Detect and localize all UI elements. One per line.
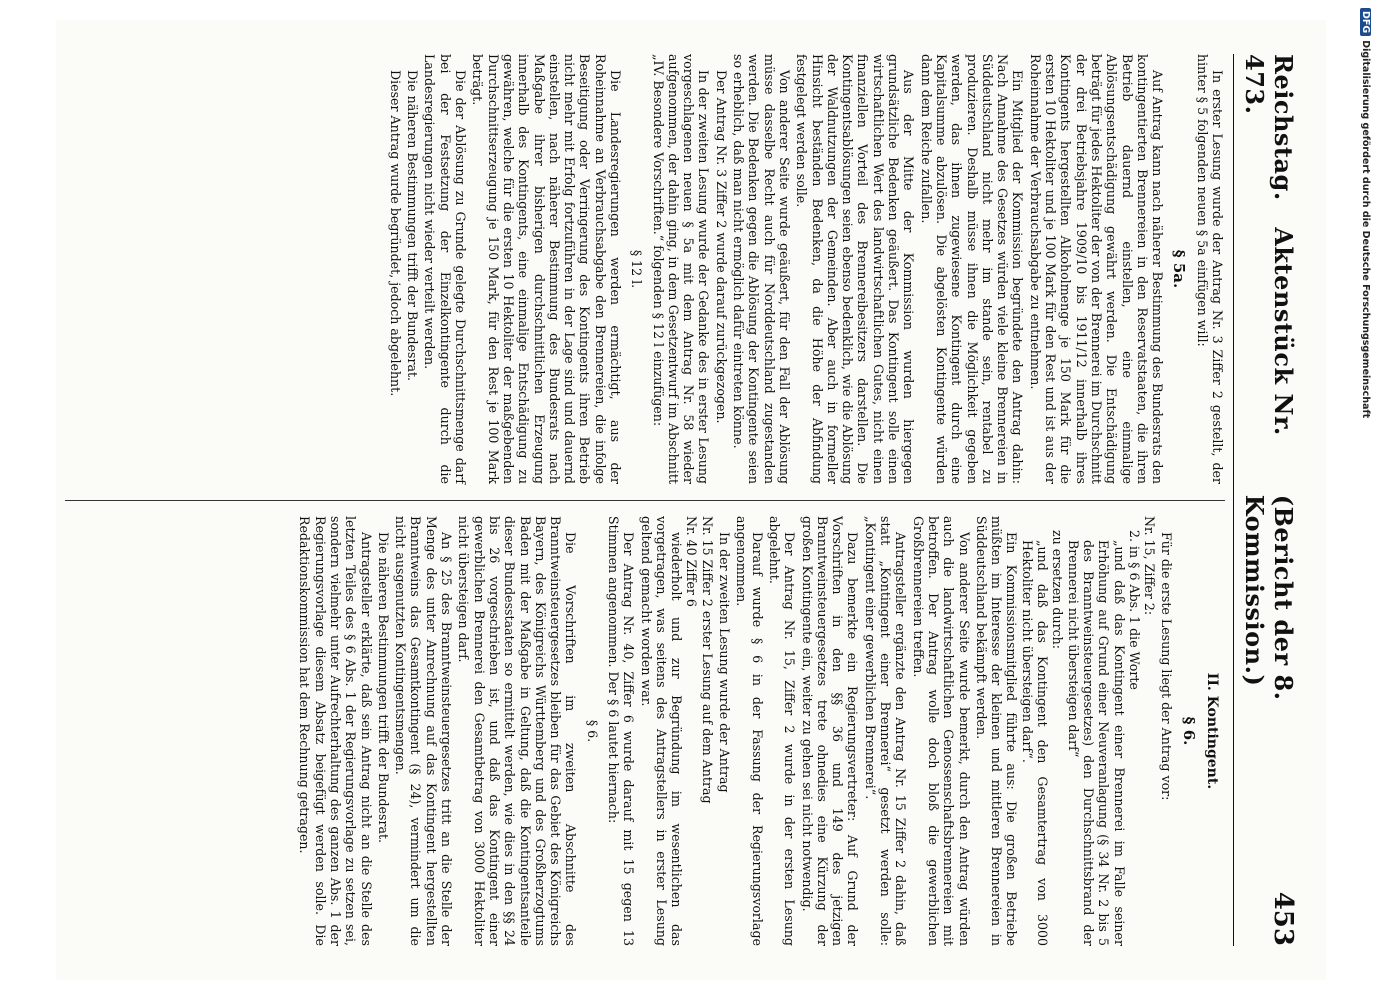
antrag-40-label: Nr. 40 Ziffer 6 [684,516,700,607]
left-paragraph-7: Die der Ablösung zu Grunde gelegte Durchschnittsmenge darf bei der Festsetzung der Einzelkontingente durch die Landesregierungen nicht wieder verteilt werden. [422,54,469,484]
right-paragraph-11: An § 25 des Branntweinsteuergesetzes tritt an die Stelle der Menge des unter Anrechnung auf das Kontingent hergestellten Branntweins das Gesamtkontingent (§ 24), vermindert um die nicht ausgenutzten Kontingentsmengen. [393,516,455,946]
header-left [1240,54,1298,495]
left-paragraph-3: Von anderer Seite wurde geäußert, für den Fall der Ablösung müsse dasselbe Recht auch für Norddeutschland zugestanden werden. Die Bedenken gegen die Ablösung der Kontingente seien so erheblich, daß man nicht ermöglich dafür eintreten könne. [731,54,792,484]
right-paragraph-13: Antragsteller erklärte, daß sein Antrag nicht an die Stelle des letzten Teiles des § 6 Abs. 1 der Regierungsvorlage zu setzen sei, sondern vielmehr unter Aufrechterhaltung des ganzen Abs. 1 der Regierungsvorlage diesem Absatz beigefügt werden solle. Die Redaktionskommission hat dem Rechnung getragen. [297,516,374,946]
paragraph-12l-heading: § 12 l. [629,249,645,289]
right-paragraph-8: wiederholt und zur Begründung im wesentlichen das vorgetragen, was seitens des Antragstellers in erster Lesung geltend gemacht worden war. [638,516,685,946]
paragraph-5a-text: Auf Antrag kann nach näherer Bestimmung des Bundesrats den kontingentierten Brennereien in den Reservatstaaten, die ihren Betrieb dauernd einstellen, eine einmalige Ablösungsentschädigung gewährt werden. Die Entschädigung beträgt für jedes Hektoliter der von der Brennerei im Durchschnitt der drei Betriebsjahre 1909/10 bis 1911/12 innerhalb ihres Kontingents hergestellten Alkoholmenge je 150 Mark für die ersten 10 Hektoliter und je 100 Mark für den Rest und ist aus der Roheinnahme der Verbrauchsabgabe zu entnehmen. [1027,54,1166,484]
header-commission: (Bericht der 8. Kommission.) [1240,494,1298,701]
paragraph-5a-heading: § 5a. [1170,249,1189,289]
column-divider [65,500,1225,501]
right-paragraph-3: Antragsteller ergänzte den Antrag Nr. 15 Ziffer 2 dahin, daß statt „Kontingent einer Brennerei“ gesetzt werden solle: „Kontingent einer gewerblichen Brennerei“. [862,516,909,946]
antrag-15-label: Nr. 15, Ziffer 2: [1142,516,1158,616]
left-paragraph-2: Aus der Mitte der Kommission wurden hiergegen grundsätzliche Bedenken geäußert. Das Kontingent solle einen wirtschaftlichen Wert des landwirtschaftlichen Gutes, nicht einen finanziellen Vorteil des Brennereibesitzers darstellen. Die Kontingentsablösungen seien ebenso bedenklich, wie die Ablösung der Waldnutzungen der Gemeinden. Aber auch in formeller Hinsicht beständen Bedenken, da die Höhe der Abfindung festgelegt werden solle. [794,54,917,484]
dfg-watermark [1362,8,1380,448]
page-number: 453 [1268,891,1298,946]
left-paragraph-1: Ein Mitglied der Kommission begründete den Antrag dahin: Nach Annahme des Gesetzes würden viele kleine Brennereien in Süddeutschland nicht mehr im stande sein, rentabel zu produzieren. Deshalb müsse ihnen die Möglichkeit gegeben werden, das ihnen zugewiesene Kontingent durch eine Kapitalsumme abzulösen. Die abgelösten Kontingente würden dann dem Reiche zufallen. [918,54,1026,484]
left-paragraph-6: Die Landesregierungen werden ermächtigt, aus der Roheinnahme an Verbrauchsabgabe den Brennereien, die infolge Beseitigung oder Verringerung des Kontingents ihren Betrieb nicht mehr mit Erfolg fortzuführen in der Lage sind und dauernd einstellen, nach näherer Bestimmung des Bundesrats nach Maßgabe ihrer bisherigen durchschnittlichen Erzeugung innerhalb des Kontingents, eine einmalige Entschädigung zu gewähren, welche für die ersten 10 Hektoliter der maßgebenden Durchschnittserzeugung je 150 Mark, für den Rest je 100 Mark beträgt. [470,54,624,484]
dfg-watermark-text-wrap [1360,8,1371,418]
right-paragraph-6: Darauf wurde § 6 in der Fassung der Regierungsvorlage angenommen. [734,516,765,946]
left-paragraph-5: In der zweiten Lesung wurde der Gedanke des in erster Lesung vorgeschlagenen neuen § 5a mit dem Antrag Nr. 58 wieder aufgenommen, der dahin ging, in dem Gesetzentwurf im Abschnitt „IV. Besondere Vorschriften.“ folgenden § 12 l einzufügen: [650,54,712,484]
page-header [1233,54,1298,946]
dfg-credit-text: Digitalisierung gefördert durch die Deutsche Forschungsgemeinschaft [1360,40,1371,419]
header-reichstag: Reichstag. [1269,54,1298,201]
left-paragraph-4: Der Antrag Nr. 3 Ziffer 2 wurde darauf zurückgezogen. [713,70,729,424]
two-column-body [65,54,1225,946]
antrag-15-sub: 2. in § 6 Abs. 1 die Worte [1126,530,1142,690]
quote-original-wording: „und daß das Kontingent einer Brennerei im Falle seiner Erhöhung auf Grund einer Neuveranlagung (§ 34 Nr. 2 bis 5 des Branntweinsteuergesetzes) den Durchschnittsbrand der Brennerei nicht übersteigen darf“ [1065,540,1127,946]
right-paragraph-2: Von anderer Seite wurde bemerkt, durch den Antrag würden auch die landwirtschaftlichen Genossenschaftsbrennereien mit betroffen. Der Antrag wolle doch bloß die gewerblichen Großbrennereien treffen. [910,516,972,946]
right-column [65,500,1225,946]
paragraph-6-heading: § 6. [1179,716,1198,746]
document-page [56,20,1326,980]
replace-instruction: zu ersetzen durch: [1050,530,1066,650]
left-paragraph-8: Die näheren Bestimmungen trifft der Bundesrat. [405,70,421,382]
right-paragraph-5: Der Antrag Nr. 15, Ziffer 2 wurde in der ersten Lesung abgelehnt. [766,516,798,946]
left-intro: In erster Lesung wurde der Antrag Nr. 3 Ziffer 2 gestellt, der hinter § 5 folgenden neuen § 5a einfügen will: [1194,54,1225,484]
dfg-logo: DFG [1360,8,1371,36]
antrag-15b-label: Nr. 15 Ziffer 2 erster Lesung auf dem Antrag [699,516,715,804]
right-paragraph-1: Ein Kommissionsmitglied führte aus: Die großen Betriebe müßten im Interesse der kleinen und mittleren Brennereien in Süddeutschland bekämpft werden. [973,516,1020,946]
section-heading-kontingent: II. Kontingent. [1204,672,1220,790]
header-aktenstueck: Aktenstück Nr. 473. [1240,54,1298,436]
quote-new-wording: „und daß das Kontingent den Gesamtertrag von 3000 Hektoliter nicht übersteigen darf“. [1019,540,1051,946]
right-paragraph-10: Die Vorschriften im zweiten Abschnitte des Branntweinsteuergesetzes bleiben für das Gebiet des Königreichs Bayern, des Königreichs Württemberg und des Großherzogtums Baden mit der Maßgabe in Geltung, daß die Kontingentsanteile dieser Bundesstaaten so ermittelt werden, wie dies in den §§ 24 bis 26 vorgeschrieben ist, und daß das Kontingent einer gewerblichen Brennerei den Gesamtbetrag von 3000 Hektoliter nicht übersteigen darf. [456,516,579,946]
right-paragraph-7: In der zweiten Lesung wurde der Antrag [717,532,733,793]
right-paragraph-12: Die näheren Bestimmungen trifft der Bundesrat. [375,532,391,844]
paragraph-6-final-heading: § 6. [584,719,600,743]
right-paragraph-4: Dazu bemerkte ein Regierungsvertreter: Auf Grund der Vorschriften in den §§ 36 und 149 des jetzigen Branntweinsteuergesetzes trete ohnedies eine Kürzung der großen Kontingente ein, weiter zu gehen sei nicht notwendig. [799,516,861,946]
right-paragraph-9: Der Antrag Nr. 40, Ziffer 6 wurde darauf mit 15 gegen 13 Stimmen angenommen. Der § 6 lautet hiernach: [606,516,637,946]
left-column [65,54,1225,500]
left-paragraph-9: Dieser Antrag wurde begründet, jedoch abgelehnt. [387,70,403,397]
right-intro: Für die erste Lesung liegt der Antrag vor: [1159,532,1175,801]
